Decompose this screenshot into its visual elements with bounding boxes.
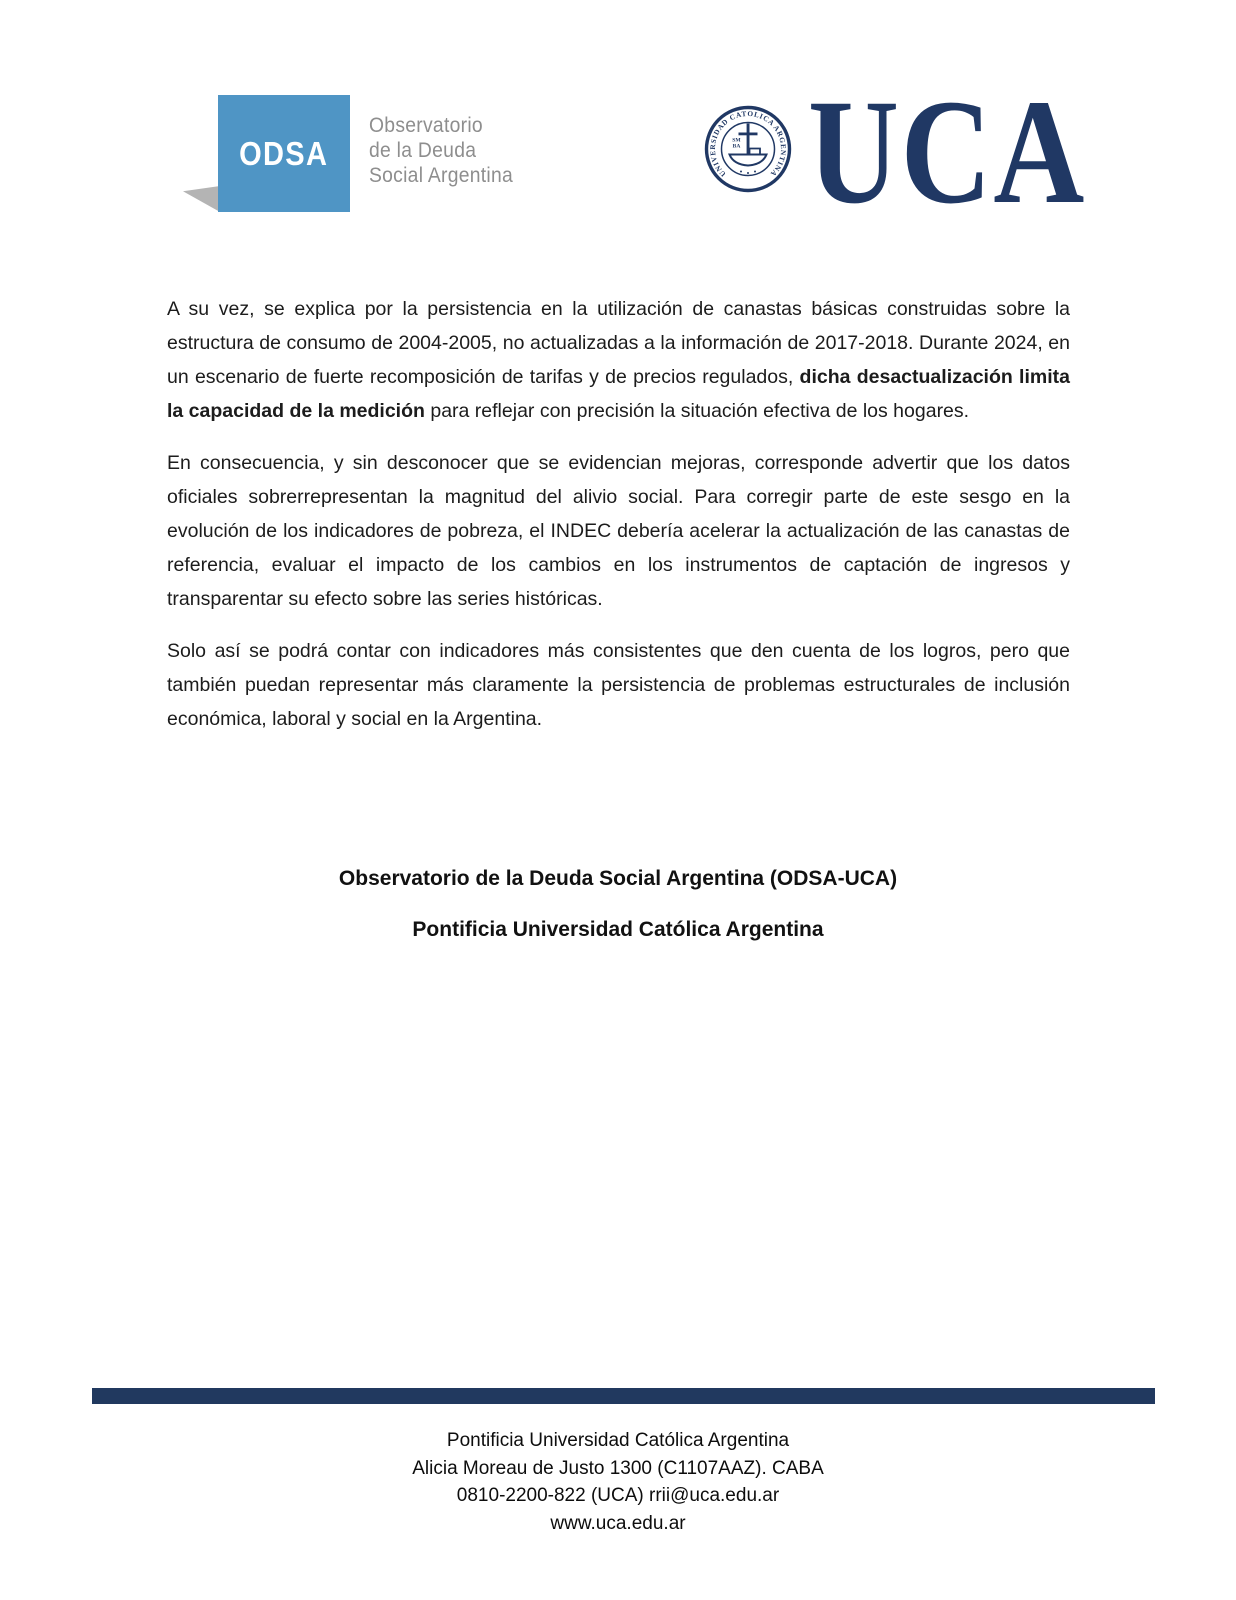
- uca-seal-ring-text: UNIVERSIDAD CATOLICA ARGENTINA: [707, 108, 789, 179]
- signature-block: [0, 864, 1236, 945]
- footer-divider-bar: [92, 1388, 1155, 1404]
- uca-seal-monogram-sm: SM: [732, 137, 741, 144]
- paragraph-1: [167, 292, 1070, 428]
- odsa-label-line-1: Observatorio: [369, 114, 483, 137]
- odsa-logo-acronym: ODSA: [239, 134, 329, 172]
- document-body: [167, 292, 1070, 736]
- odsa-logo-fold-shadow: [183, 186, 220, 212]
- signature-line-odsa: Observatorio de la Deuda Social Argentina (ODSA-UCA): [338, 867, 898, 890]
- uca-seal-cross-arm: [739, 133, 758, 136]
- odsa-logo: [218, 95, 350, 212]
- uca-wordmark: UCA: [808, 69, 1087, 235]
- paragraph-1-text: A su vez, se explica por la persistencia en la utilización de canastas básicas construidas sobre la estructura de consumo de 2004-2005, no actualizadas a la información de 2017-2018. Durante 2024, en un escenario de fuerte recomposición de tarifas y de precios regulados,: [167, 298, 1070, 388]
- uca-seal-monogram-ba: BA: [732, 143, 741, 150]
- paragraph-2: En consecuencia, y sin desconocer que se evidencian mejoras, corresponde advertir que los datos oficiales sobrerrepresentan la magnitud del alivio social. Para corregir parte de este sesgo en la evolución de los indicadores de pobreza, el INDEC debería acelerar la actualización de las canastas de referencia, evaluar el impacto de los cambios en los instrumentos de captación de ingresos y transparentar su efecto sobre las series históricas.: [167, 452, 1070, 610]
- uca-seal-star-icon: [740, 171, 742, 173]
- footer-website: www.uca.edu.ar: [550, 1512, 686, 1534]
- odsa-logo-label: [369, 113, 513, 188]
- uca-seal-star-icon: [754, 171, 756, 173]
- footer-university-name: Pontificia Universidad Católica Argentina: [446, 1430, 790, 1451]
- paragraph-1-bold-emphasis: dicha desactualización limita la capacidad de la medición: [167, 366, 1070, 422]
- paragraph-1-text-end: para reflejar con precisión la situación efectiva de los hogares.: [424, 400, 970, 422]
- uca-seal-star-icon: [747, 172, 749, 174]
- odsa-label-line-2: de la Deuda: [369, 139, 477, 162]
- footer: [0, 1427, 1236, 1537]
- odsa-label-line-3: Social Argentina: [369, 164, 514, 187]
- signature-line-uca: Pontificia Universidad Católica Argentina: [412, 918, 824, 941]
- footer-address: Alicia Moreau de Justo 1300 (C1107AAZ). CABA: [412, 1457, 824, 1479]
- paragraph-3: Solo así se podrá contar con indicadores más consistentes que den cuenta de los logros, pero que también puedan representar más claramente la persistencia de problemas estructurales de inclusión económica, laboral y social en la Argentina.: [167, 640, 1070, 730]
- footer-phone-email: 0810-2200-822 (UCA) rrii@uca.edu.ar: [456, 1485, 780, 1506]
- uca-seal-icon: [703, 104, 793, 194]
